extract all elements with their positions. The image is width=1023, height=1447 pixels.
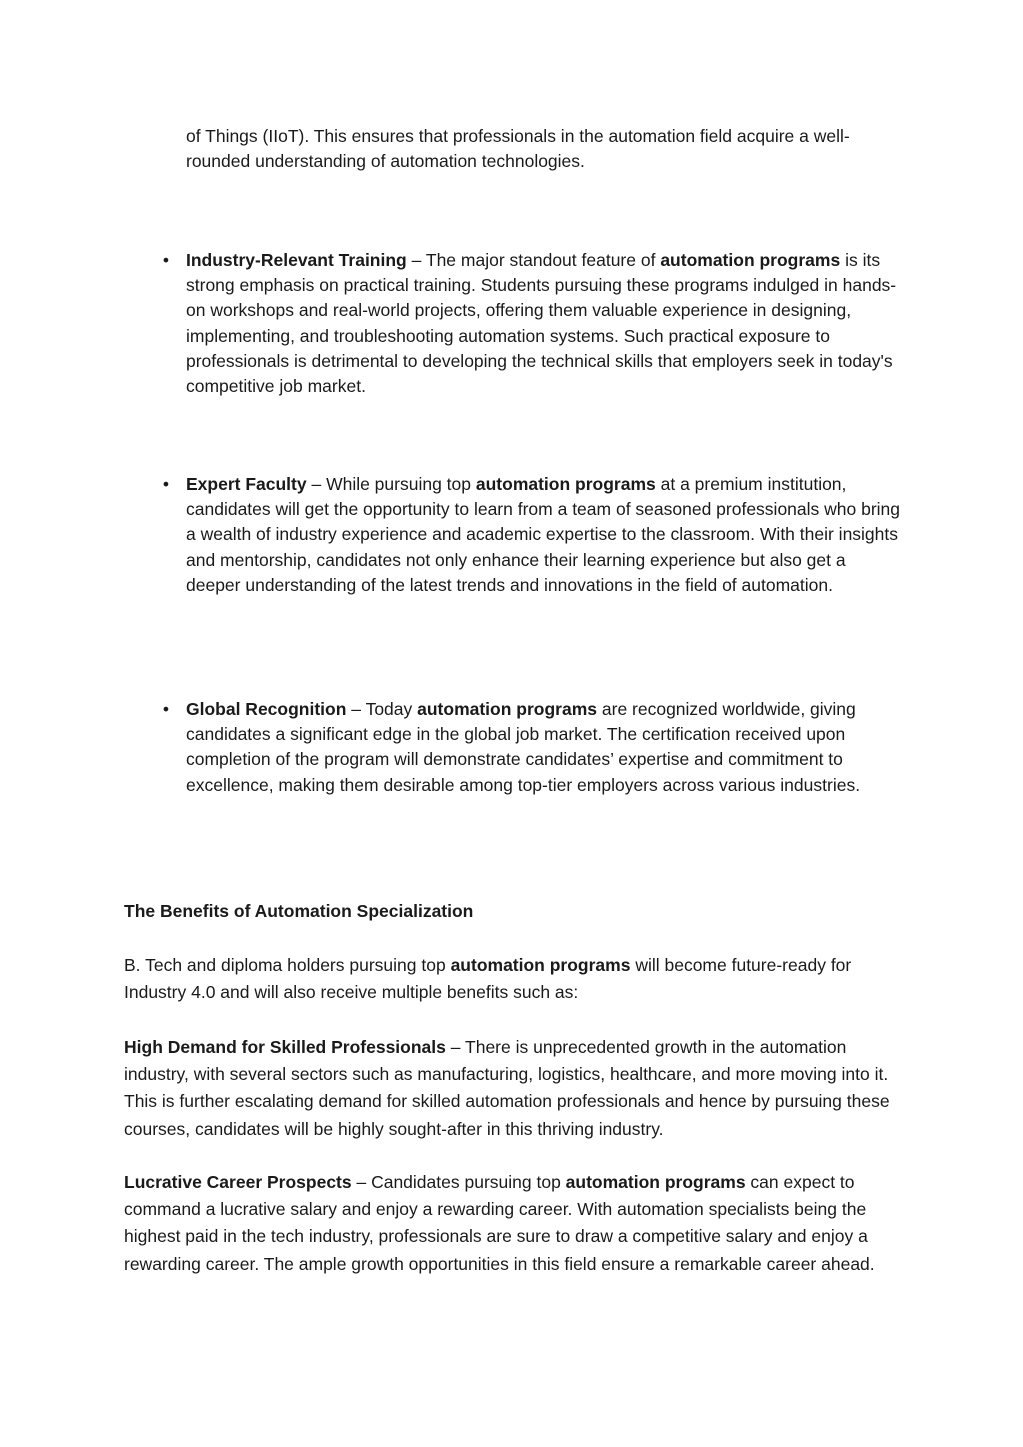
bullet-term: Expert Faculty bbox=[186, 474, 307, 494]
bullet-marker: • bbox=[162, 699, 170, 719]
bullet-term: Global Recognition bbox=[186, 699, 347, 719]
benefit-lead: – Candidates pursuing top bbox=[351, 1172, 566, 1192]
bullet-keyword: automation programs bbox=[475, 474, 656, 494]
intro-text-before: B. Tech and diploma holders pursuing top bbox=[124, 955, 451, 975]
benefit-paragraph-lucrative-career bbox=[124, 1169, 904, 1278]
benefit-text: can expect to command a lucrative salary and enjoy a rewarding career. With automation specialists being the highest paid in the tech industry, professionals are sure to draw a competitive salary and enjoy a rewarding career. The ample growth opportunities in this field ensure a remarkable career ahead. bbox=[124, 1172, 875, 1274]
benefit-paragraph-high-demand bbox=[124, 1034, 904, 1143]
bullet-marker: • bbox=[162, 250, 170, 270]
bullet-term: Industry-Relevant Training bbox=[186, 250, 407, 270]
section-heading: The Benefits of Automation Specialization bbox=[124, 901, 474, 921]
intro-keyword: automation programs bbox=[450, 955, 631, 975]
bullet-lead: – Today bbox=[346, 699, 418, 719]
intro-text-after: will become future-ready for Industry 4.0 and will also receive multiple benefits such as: bbox=[124, 955, 852, 1003]
benefit-term: Lucrative Career Prospects bbox=[124, 1172, 352, 1192]
continuation-paragraph bbox=[186, 124, 906, 174]
bullet-lead: – While pursuing top bbox=[306, 474, 476, 494]
bullet-text: is its strong emphasis on practical training. Students pursuing these programs indulged in hands-on workshops and real-world projects, offering them valuable experience in designing, implementing, and troubleshooting automation systems. Such practical exposure to professionals is detrimental to developing the technical skills that employers seek in today's competitive job market. bbox=[186, 250, 897, 397]
bullet-marker: • bbox=[162, 474, 170, 494]
bullet-text: are recognized worldwide, giving candidates a significant edge in the global job market. The certification received upon completion of the program will demonstrate candidates’ expertise and commitment to excellence, making them desirable among top-tier employers across various industries. bbox=[186, 699, 861, 795]
bullet-lead: – The major standout feature of bbox=[406, 250, 661, 270]
bullet-item-industry-relevant-training bbox=[162, 248, 902, 399]
bullet-item-global-recognition bbox=[162, 697, 902, 798]
bullet-keyword: automation programs bbox=[660, 250, 841, 270]
bullet-text: at a premium institution, candidates will get the opportunity to learn from a team of seasoned professionals who bring a wealth of industry experience and academic expertise to the classroom. With their insights and mentorship, candidates not only enhance their learning experience but also get a deeper understanding of the latest trends and innovations in the field of automation. bbox=[186, 474, 901, 595]
bullet-keyword: automation programs bbox=[417, 699, 598, 719]
benefit-keyword: automation programs bbox=[565, 1172, 746, 1192]
benefit-text: – There is unprecedented growth in the automation industry, with several sectors such as manufacturing, logistics, healthcare, and more moving into it. This is further escalating demand for skilled automation professionals and hence by pursuing these courses, candidates will be highly sought-after in this thriving industry. bbox=[124, 1037, 890, 1139]
bullet-item-expert-faculty bbox=[162, 472, 902, 598]
continuation-text: of Things (IIoT). This ensures that professionals in the automation field acquire a well-rounded understanding of automation technologies. bbox=[186, 126, 850, 172]
benefit-term: High Demand for Skilled Professionals bbox=[124, 1037, 446, 1057]
intro-paragraph bbox=[124, 952, 904, 1006]
